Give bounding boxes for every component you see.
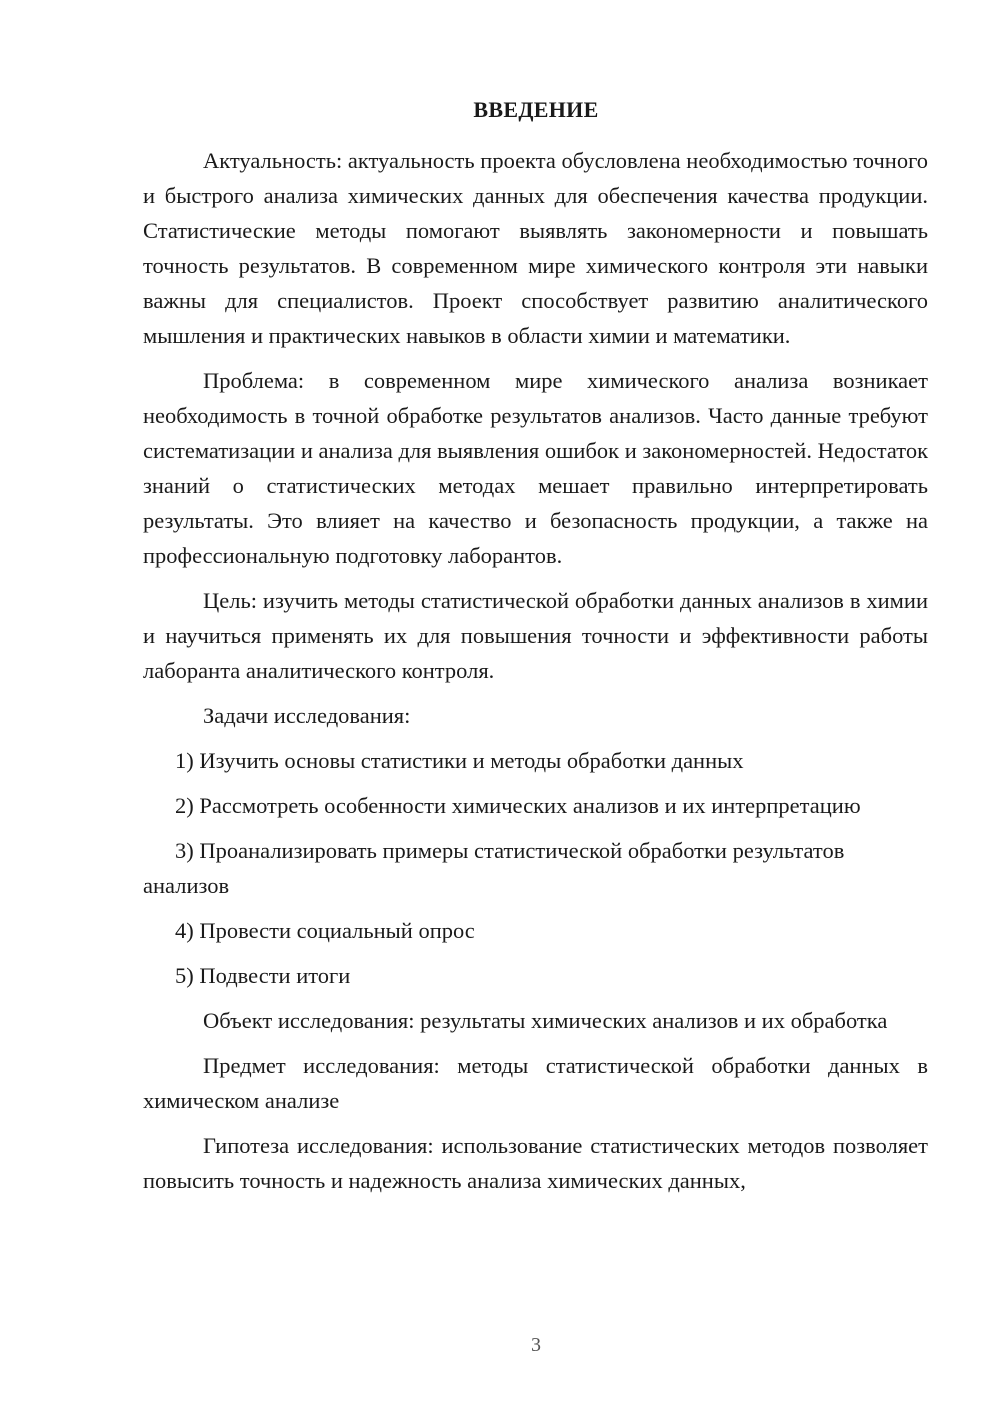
relevance-paragraph: Актуальность: актуальность проекта обусловлена необходимостью точного и быстрого анализа химических данных для обеспечения качества продукции. Статистические методы помогают выявлять закономерности и повышать точность результатов. В современном мире химического контроля эти навыки важны для специалистов. Проект способствует развитию аналитического мышления и практических навыков в области химии и математики. bbox=[143, 148, 928, 348]
page-number: 3 bbox=[531, 1334, 541, 1356]
body-text bbox=[143, 143, 928, 1208]
task-item-4: 4) Провести социальный опрос bbox=[175, 918, 475, 943]
task-item-5: 5) Подвести итоги bbox=[175, 963, 351, 988]
goal-paragraph: Цель: изучить методы статистической обработки данных анализов в химии и научиться применять их для повышения точности и эффективности работы лаборанта аналитического контроля. bbox=[143, 588, 928, 683]
section-title: ВВЕДЕНИЕ bbox=[473, 97, 599, 122]
problem-paragraph: Проблема: в современном мире химического анализа возникает необходимость в точной обработке результатов анализов. Часто данные требуют систематизации и анализа для выявления ошибок и закономерностей. Недостаток знаний о статистических методах мешает правильно интерпретировать результаты. Это влияет на качество и безопасность продукции, а также на профессиональную подготовку лаборантов. bbox=[143, 368, 928, 568]
tasks-heading: Задачи исследования: bbox=[203, 703, 411, 728]
object-paragraph: Объект исследования: результаты химических анализов и их обработка bbox=[203, 1008, 888, 1033]
subject-paragraph: Предмет исследования: методы статистической обработки данных в химическом анализе bbox=[143, 1053, 928, 1113]
task-item-1: 1) Изучить основы статистики и методы обработки данных bbox=[175, 748, 744, 773]
hypothesis-paragraph: Гипотеза исследования: использование статистических методов позволяет повысить точность и надежность анализа химических данных, bbox=[143, 1133, 928, 1193]
task-item-3: 3) Проанализировать примеры статистической обработки результатов анализов bbox=[143, 838, 845, 898]
task-item-2: 2) Рассмотреть особенности химических анализов и их интерпретацию bbox=[175, 793, 861, 818]
